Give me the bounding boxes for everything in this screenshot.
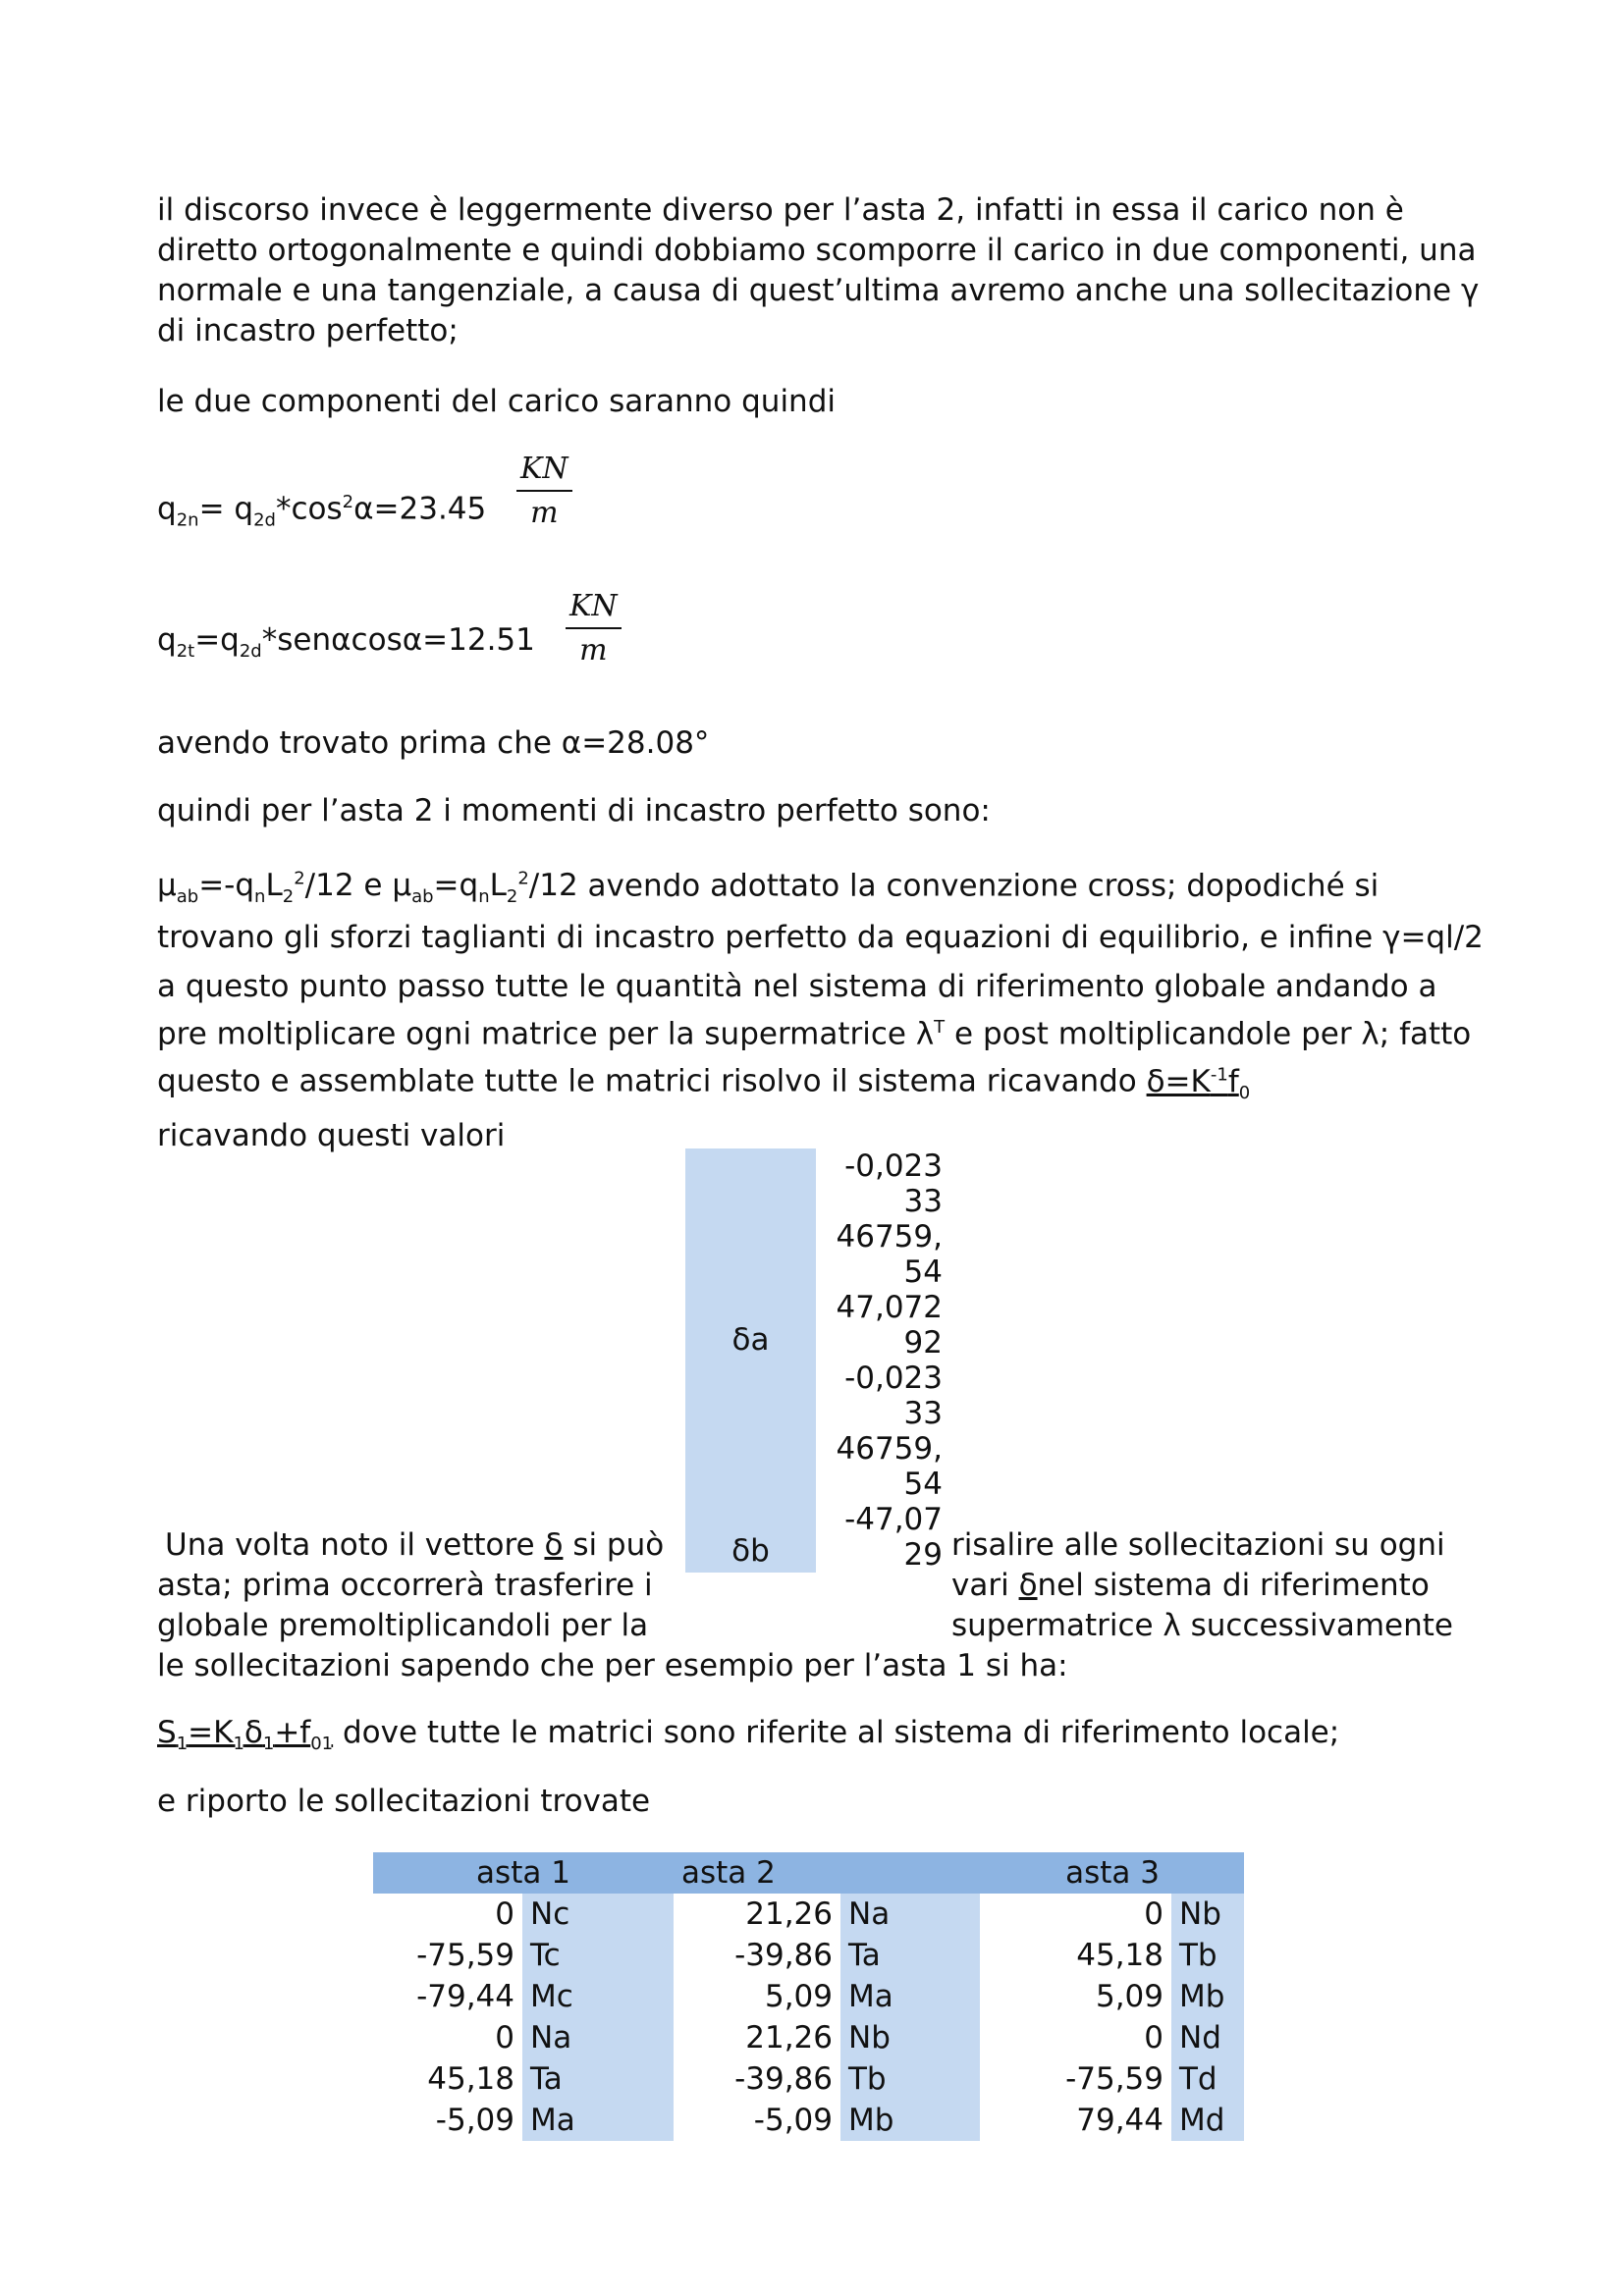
vector-value: 47,072: [836, 1290, 943, 1325]
table-cell-label: Tc: [522, 1935, 674, 1976]
table-cell-label: Nc: [522, 1894, 674, 1935]
vector-value: 33: [903, 1184, 943, 1219]
table-cell-label: Nb: [840, 2017, 980, 2058]
paragraph-asta2-intro: il discorso invece è leggermente diverso per l’asta 2, infatti in essa il carico non è diretto ortogonalmente e quindi dobbiamo scomporre il carico in due componenti, una normale e una tangenziale, a causa di quest’ultima avremo anche una sollecitazione γ di incastro perfetto;: [157, 192, 1480, 348]
table-cell-value: 5,09: [1095, 1979, 1163, 2014]
formula-delta: $\delta=K^{-1}f_0$: [1146, 1063, 1251, 1103]
table-cell-label: Nd: [1171, 2017, 1244, 2058]
vector-value: 54: [903, 1255, 943, 1290]
table-cell-label: Md: [1171, 2100, 1244, 2141]
table-cell-label: Td: [1171, 2058, 1244, 2100]
vector-label-b: δb: [731, 1533, 770, 1569]
wrap-right-line-2: vari δnel sistema di riferimento: [951, 1568, 1430, 1603]
formula-q2t: $q_{2t}=q_{2d}*sen\alpha\cos\alpha=12.51$: [157, 622, 535, 663]
vector-value: 46759,: [836, 1219, 943, 1255]
paragraph-values-intro: ricavando questi valori: [157, 1118, 506, 1153]
table-cell-value: 0: [1144, 1896, 1163, 1932]
unit-fraction-q2n: $\frac{KN}{m}$: [516, 452, 572, 530]
table-cell-value: 0: [495, 1896, 514, 1932]
vector-value: 29: [903, 1537, 943, 1573]
table-row: [373, 2100, 1244, 2141]
table-cell-value: 5,09: [764, 1979, 833, 2014]
wrap-right-line-1: risalire alle sollecitazioni su ogni: [951, 1527, 1445, 1563]
vector-value: 54: [903, 1467, 943, 1502]
table-cell-value: -75,59: [1065, 2061, 1163, 2097]
table-cell-value: 45,18: [1076, 1938, 1163, 1973]
header-asta-1: asta 1: [373, 1852, 674, 1894]
table-cell-label: Ta: [840, 1935, 980, 1976]
table-cell-value: 21,26: [745, 1896, 833, 1932]
table-row: [373, 2058, 1244, 2100]
paragraph-moments: quindi per l’asta 2 i momenti di incastro perfetto sono:: [157, 793, 991, 828]
table-cell-value: -5,09: [753, 2103, 833, 2138]
sollecitazioni-table: [373, 1852, 1244, 2141]
wrap-left-line-1: Una volta noto il vettore δ si può: [165, 1527, 665, 1563]
paragraph-asta1: le sollecitazioni sapendo che per esempio per l’asta 1 si ha:: [157, 1648, 1068, 1683]
paragraph-alpha: avendo trovato prima che α=28.08°: [157, 725, 710, 761]
paragraph-mu-formula: $\mu_{ab}=-q_nL_2^2/12$ e $\mu_{ab}=q_nL_2^2/12$ avendo adottato la convenzione cross; dopodiché si trovano gli sforzi taglianti di incastro perfetto da equazioni di equilibrio, e infine γ=ql/2: [157, 868, 1484, 955]
table-cell-value: 79,44: [1076, 2103, 1163, 2138]
table-cell-value: 21,26: [745, 2020, 833, 2056]
vector-label-a: δa: [731, 1322, 770, 1358]
table-cell-label: Na: [522, 2017, 674, 2058]
table-row: [373, 1935, 1244, 1976]
table-cell-value: -39,86: [734, 1938, 833, 1973]
unit-fraction-q2t: $\frac{KN}{m}$: [566, 589, 622, 667]
table-cell-label: Mb: [1171, 1976, 1244, 2017]
table-cell-value: -5,09: [435, 2103, 514, 2138]
vector-value: -0,023: [844, 1148, 943, 1184]
table-row: [373, 2017, 1244, 2058]
vector-value: -47,07: [844, 1502, 943, 1537]
table-cell-value: -75,59: [416, 1938, 514, 1973]
table-cell-label: Mc: [522, 1976, 674, 2017]
header-asta-3: asta 3: [980, 1852, 1244, 1894]
header-asta-2: asta 2: [674, 1852, 980, 1894]
vector-value: 33: [903, 1396, 943, 1431]
wrap-left-line-2: asta; prima occorrerà trasferire i: [157, 1568, 653, 1603]
table-cell-label: Nb: [1171, 1894, 1244, 1935]
table-cell-label: Ma: [840, 1976, 980, 2017]
table-cell-value: 45,18: [427, 2061, 514, 2097]
table-cell-label: Tb: [840, 2058, 980, 2100]
wrap-left-line-3: globale premoltiplicandoli per la: [157, 1608, 649, 1643]
table-cell-value: 0: [1144, 2020, 1163, 2056]
paragraph-components: le due componenti del carico saranno quindi: [157, 384, 836, 419]
table-header-row: [373, 1852, 1244, 1894]
table-cell-label: Mb: [840, 2100, 980, 2141]
table-row: [373, 1976, 1244, 2017]
paragraph-global-system: a questo punto passo tutte le quantità nel sistema di riferimento globale andando a pre moltiplicare ogni matrice per la supermatrice $\lambda^T$ e post moltiplicandole per λ; fatto questo e assemblate tutte le matrici risolvo il sistema ricavando $\delta=K^{-1}f_0$: [157, 969, 1472, 1103]
table-cell-value: 0: [495, 2020, 514, 2056]
vector-value: -0,023: [844, 1361, 943, 1396]
table-cell-label: Ta: [522, 2058, 674, 2100]
vector-label-column: [685, 1148, 816, 1573]
formula-s1: $S_1=K_1\delta_1+f_{01}$: [157, 1715, 334, 1755]
formula-q2n: $q_{2n}= q_{2d}*\cos^2\alpha=23.45$: [157, 491, 487, 531]
paragraph-s1-formula: $S_1=K_1\delta_1+f_{01}$ dove tutte le matrici sono riferite al sistema di riferimento locale;: [157, 1715, 1340, 1755]
formula-mu: $\mu_{ab}=-q_nL_2^2/12$ e $\mu_{ab}=q_nL_2^2/12$: [157, 868, 588, 908]
wrap-right-line-3: supermatrice λ successivamente: [951, 1608, 1453, 1643]
table-cell-value: -39,86: [734, 2061, 833, 2097]
vector-value: 46759,: [836, 1431, 943, 1467]
table-cell-label: Na: [840, 1894, 980, 1935]
table-cell-label: Ma: [522, 2100, 674, 2141]
paragraph-results-intro: e riporto le sollecitazioni trovate: [157, 1784, 651, 1819]
table-row: [373, 1894, 1244, 1935]
vector-value: 92: [903, 1325, 943, 1361]
table-cell-label: Tb: [1171, 1935, 1244, 1976]
table-cell-value: -79,44: [416, 1979, 514, 2014]
